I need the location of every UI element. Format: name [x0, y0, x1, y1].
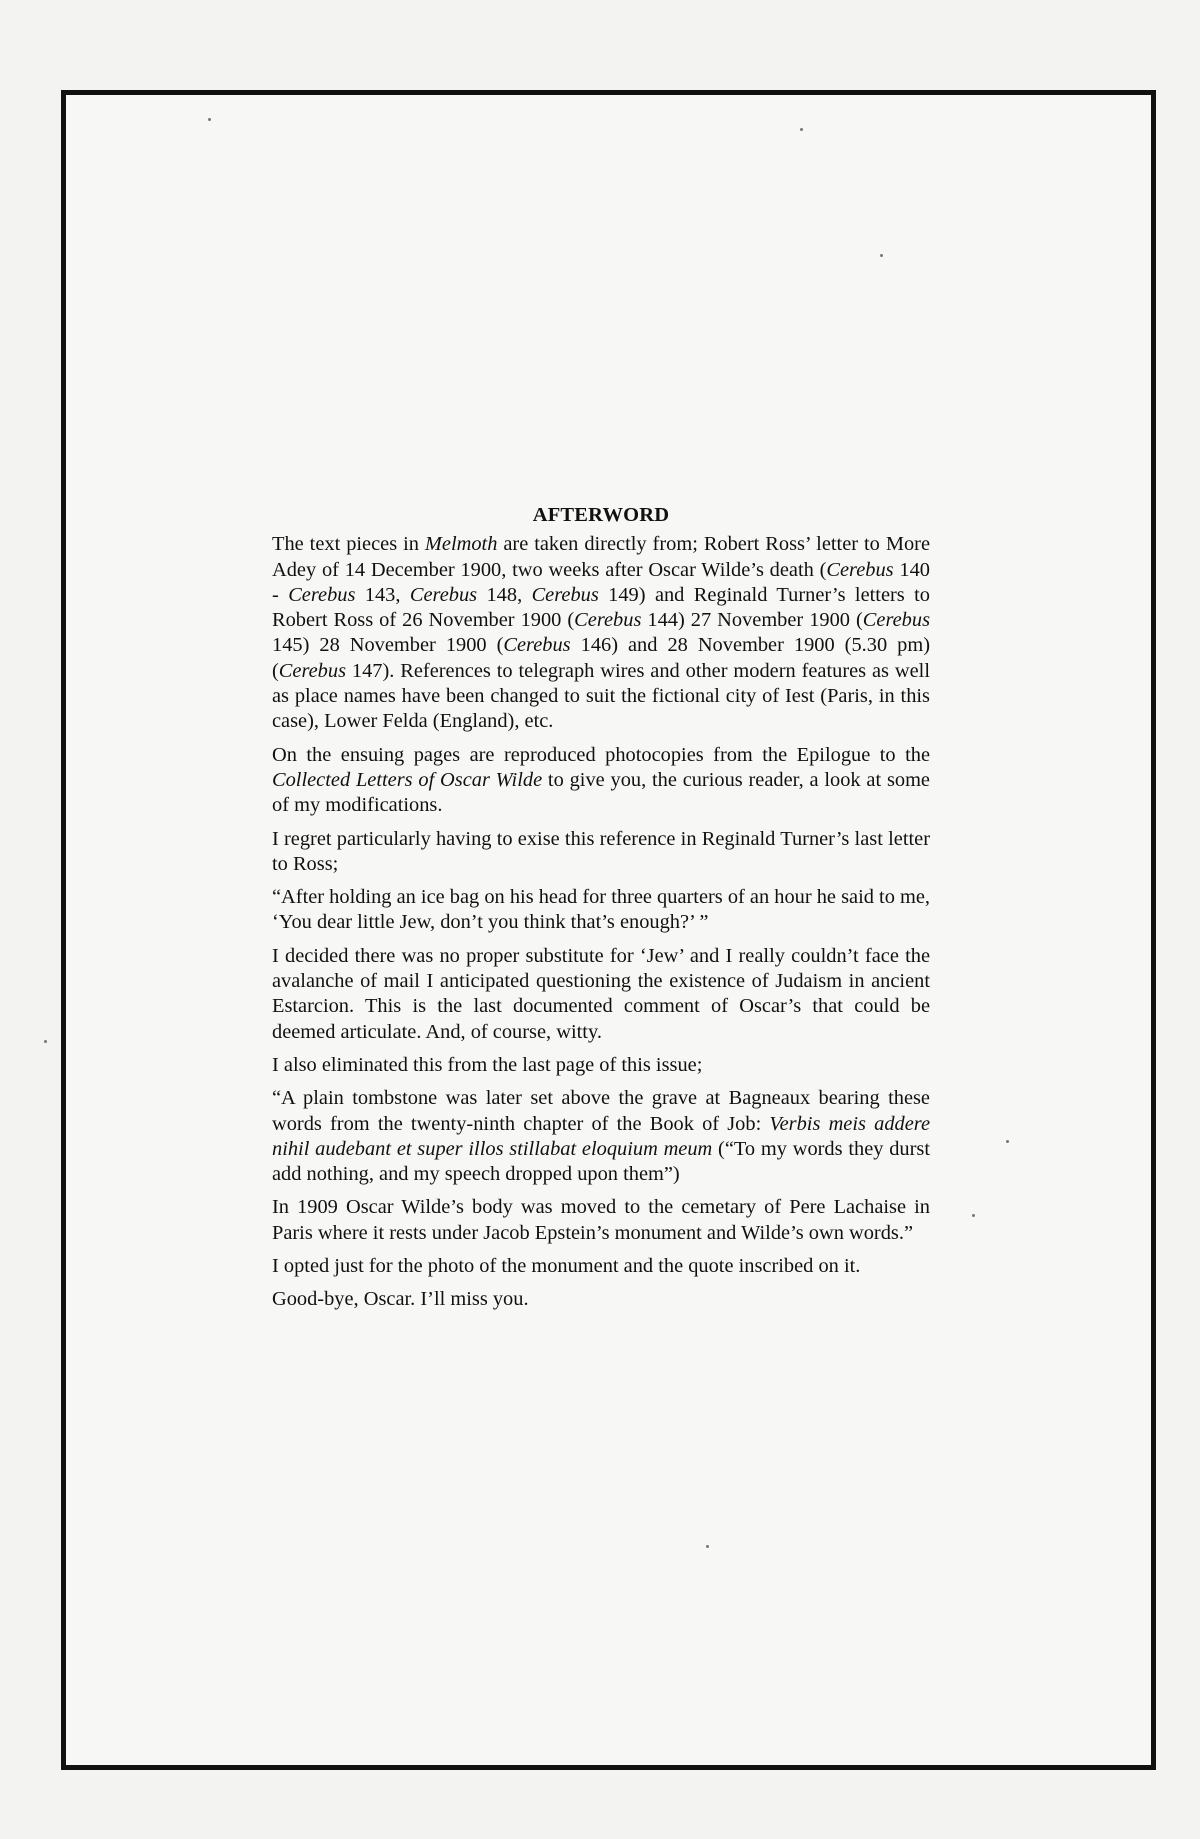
paragraph-eliminated [272, 1053, 930, 1078]
italic-text: Cerebus [288, 583, 356, 606]
text-run: 140 - [272, 558, 930, 606]
italic-text: Collected Letters of Oscar Wilde [272, 768, 543, 791]
afterword-body [272, 532, 930, 1312]
text-run: “A plain tombstone was later set above the grave at Bagneaux bearing these words from the twenty-ninth chapter of the Book of Job: [272, 1087, 930, 1135]
paragraph-goodbye [272, 1287, 930, 1312]
italic-text: Cerebus [409, 583, 478, 606]
paragraph-photocopies [272, 743, 930, 819]
text-run: I also eliminated this from the last page of this issue; [272, 1053, 703, 1076]
paragraph-substitute [272, 944, 930, 1045]
text-run: Good-bye, Oscar. I’ll miss you. [272, 1288, 529, 1311]
decorative-speck [706, 1545, 709, 1548]
text-run: The text pieces in [272, 533, 425, 556]
text-run: 149) and Reginald Turner’s letters to Robert Ross of 26 November 1900 ( [272, 583, 930, 632]
italic-text: Cerebus [531, 583, 599, 606]
italic-text: Cerebus [574, 609, 642, 632]
text-run: I regret particularly having to exise this reference in Reginald Turner’s last letter to Ross; [272, 827, 930, 875]
decorative-speck [1006, 1140, 1009, 1143]
text-run: “After holding an ice bag on his head for three quarters of an hour he said to me, ‘You dear little Jew, don’t you think that’s enough?’ ” [272, 886, 930, 934]
decorative-speck [800, 128, 803, 131]
italic-text: Cerebus [826, 558, 894, 581]
text-run: I decided there was no proper substitute for ‘Jew’ and I really couldn’t face the avalanche of mail I anticipated questioning the existence of Judaism in ancient Estarcion. This is the last documented comment of Oscar’s that could be deemed articulate. And, of course, witty. [272, 944, 930, 1043]
text-run: 148, [477, 583, 532, 606]
text-run: 143, [355, 583, 410, 606]
italic-text: Verbis meis addere nihil audebant et super illos stillabat eloquium meum [272, 1112, 930, 1160]
paragraph-opted [272, 1254, 930, 1279]
paragraph-ice-bag-quote [272, 885, 930, 936]
italic-text: Cerebus [503, 634, 571, 657]
text-run: 145) 28 November 1900 ( [272, 634, 504, 657]
text-run: are taken directly from; Robert Ross’ letter to More Adey of 14 December 1900, two weeks after Oscar Wilde’s death ( [272, 533, 930, 581]
afterword-title: AFTERWORD [532, 504, 670, 526]
paragraph-regret [272, 827, 930, 878]
text-run: (“To my words they durst add nothing, and my speech dropped upon them”) [272, 1137, 931, 1186]
italic-text: Melmoth [424, 533, 498, 556]
text-run: to give you, the curious reader, a look at some of my modifications. [272, 768, 930, 817]
text-run: 147). References to telegraph wires and other modern features as well as place names have been changed to suit the fictional city of Iest (Paris, in this case), Lower Felda (England), etc. [272, 659, 930, 733]
paragraph-intro [272, 532, 930, 734]
decorative-speck [208, 118, 211, 121]
italic-text: Cerebus [278, 659, 347, 682]
text-run: On the ensuing pages are reproduced photocopies from the Epilogue to the [272, 743, 930, 766]
decorative-speck [44, 1040, 47, 1043]
decorative-speck [880, 254, 883, 257]
text-run: 144) 27 November 1900 ( [641, 609, 863, 632]
paragraph-tombstone-quote [272, 1086, 930, 1187]
paragraph-pere-lachaise [272, 1195, 930, 1246]
afterword-article [272, 503, 930, 1321]
decorative-speck [972, 1214, 975, 1217]
text-run: I opted just for the photo of the monument and the quote inscribed on it. [272, 1255, 861, 1278]
text-run: In 1909 Oscar Wilde’s body was moved to the cemetary of Pere Lachaise in Paris where it rests under Jacob Epstein’s monument and Wilde’s own words.” [272, 1196, 930, 1244]
text-run: 146) and 28 November 1900 (5.30 pm) ( [272, 634, 930, 682]
italic-text: Cerebus [862, 609, 931, 632]
